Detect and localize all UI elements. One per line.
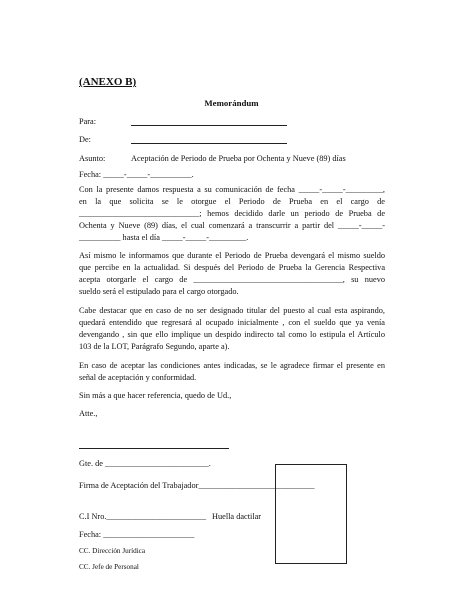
paragraph-3-line-4: 103 de la LOT, Parágrafo Segundo, aparte a).	[79, 342, 230, 351]
paragraph-3-line-1: Cabe destacar que en caso de no ser designado titular del puesto al cual esta aspirando,	[79, 306, 385, 315]
paragraph-4-line-1: En caso de aceptar las condiciones antes indicadas, se le agradece firmar el presente en	[79, 361, 385, 370]
ci-field: C.I Nro.________________________	[79, 512, 206, 521]
de-line	[131, 143, 287, 144]
firma-field: Firma de Aceptación del Trabajador____________________________	[79, 481, 315, 490]
paragraph-2-line-1: Así mismo le informamos que durante el Periodo de Prueba devengará el mismo sueldo	[79, 251, 385, 260]
paragraph-3-line-3: devengando , sin que ello implique un despido indirecto tal como lo estipula el Artículo	[79, 330, 385, 339]
closing-text: Sin más a que hacer referencia, quedo de Ud.,	[79, 391, 232, 400]
paragraph-4-line-2: señal de aceptación y conformidad.	[79, 373, 197, 382]
para-label: Para:	[79, 117, 97, 126]
paragraph-1-line-4: Ochenta y Nueve (89) días, el cual comenzará a transcurrir a partir del _____-_____-	[79, 221, 385, 230]
cc-personal: CC. Jefe de Personal	[79, 563, 139, 571]
gte-field: Gte. de _________________________.	[79, 459, 211, 468]
paragraph-3-line-2: quedará entendido que regresará al ocupado inicialmente , con el sueldo que ya venía	[79, 318, 385, 327]
de-label: De:	[79, 135, 91, 144]
paragraph-1-line-5: __________ hasta el día _____-_____-_________.	[79, 233, 249, 242]
paragraph-2-line-3: acepta otorgarle el cargo de ____________________________________, su nuevo	[79, 275, 385, 284]
atte-text: Atte.,	[79, 409, 98, 418]
fingerprint-box	[275, 464, 347, 564]
fecha-firma-field: Fecha: ______________________	[79, 530, 195, 539]
paragraph-2-line-2: que percibe en la actualidad. Si después del Periodo de Prueba la Gerencia Respectiva	[79, 263, 385, 272]
cc-juridica: CC. Dirección Jurídica	[79, 547, 146, 555]
annex-header: (ANEXO B)	[79, 76, 137, 88]
signature-line	[79, 448, 229, 449]
memo-title: Memorándum	[204, 98, 259, 108]
huella-label: Huella dactilar	[212, 512, 262, 521]
paragraph-1-line-1: Con la presente damos respuesta a su comunicación de fecha _____-_____-_________,	[79, 185, 385, 194]
paragraph-2-line-4: sueldo será el estipulado para el cargo otorgado.	[79, 287, 239, 296]
asunto-label: Asunto:	[79, 154, 106, 163]
para-line	[131, 125, 287, 126]
paragraph-1-line-3: _____________________________; hemos decidido darle un periodo de Prueba de	[79, 209, 385, 218]
paragraph-1-line-2: en la que solicita se le otorgue el Periodo de Prueba en el cargo de	[79, 197, 385, 206]
asunto-value: Aceptación de Periodo de Prueba por Ochenta y Nueve (89) días	[131, 154, 346, 163]
fecha-field: Fecha: _____-_____-__________.	[79, 170, 194, 179]
